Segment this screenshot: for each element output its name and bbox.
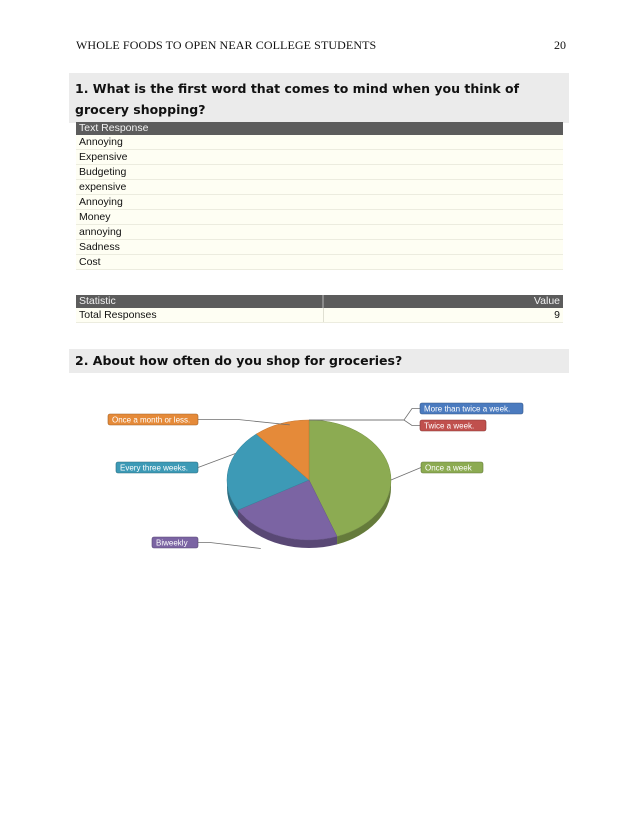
question-1-line-1: 1. What is the first word that comes to mind when you think of: [75, 81, 520, 96]
statistic-column-header: Statistic: [76, 295, 323, 308]
pie-label: Every three weeks.: [120, 463, 189, 473]
response-cell: Annoying: [76, 135, 563, 150]
response-cell: expensive: [76, 180, 563, 195]
pie-label: Once a month or less.: [112, 415, 191, 425]
total-responses-value: 9: [323, 308, 563, 323]
leader-line: [309, 409, 420, 421]
leader-line: [198, 543, 261, 549]
leader-line: [391, 468, 421, 481]
response-cell: annoying: [76, 225, 563, 240]
response-cell: Money: [76, 210, 563, 225]
total-responses-label: Total Responses: [76, 308, 323, 323]
pie-label: Once a week: [425, 463, 472, 473]
pie-top: [227, 420, 391, 540]
running-title: WHOLE FOODS TO OPEN NEAR COLLEGE STUDENTS: [76, 38, 377, 52]
value-column-header: Value: [323, 295, 563, 308]
page-number: 20: [554, 38, 566, 52]
text-response-header: Text Response: [76, 122, 563, 135]
pie-label: Biweekly: [156, 538, 188, 548]
question-2-title: 2. About how often do you shop for groceries?: [75, 353, 403, 368]
response-cell: Sadness: [76, 240, 563, 255]
response-cell: Expensive: [76, 150, 563, 165]
response-cell: Annoying: [76, 195, 563, 210]
pie-label: Twice a week.: [424, 421, 475, 431]
leader-line: [198, 420, 290, 425]
pie-label: More than twice a week.: [424, 404, 511, 414]
response-cell: Cost: [76, 255, 563, 270]
question-1-line-2: grocery shopping?: [75, 102, 206, 117]
response-cell: Budgeting: [76, 165, 563, 180]
